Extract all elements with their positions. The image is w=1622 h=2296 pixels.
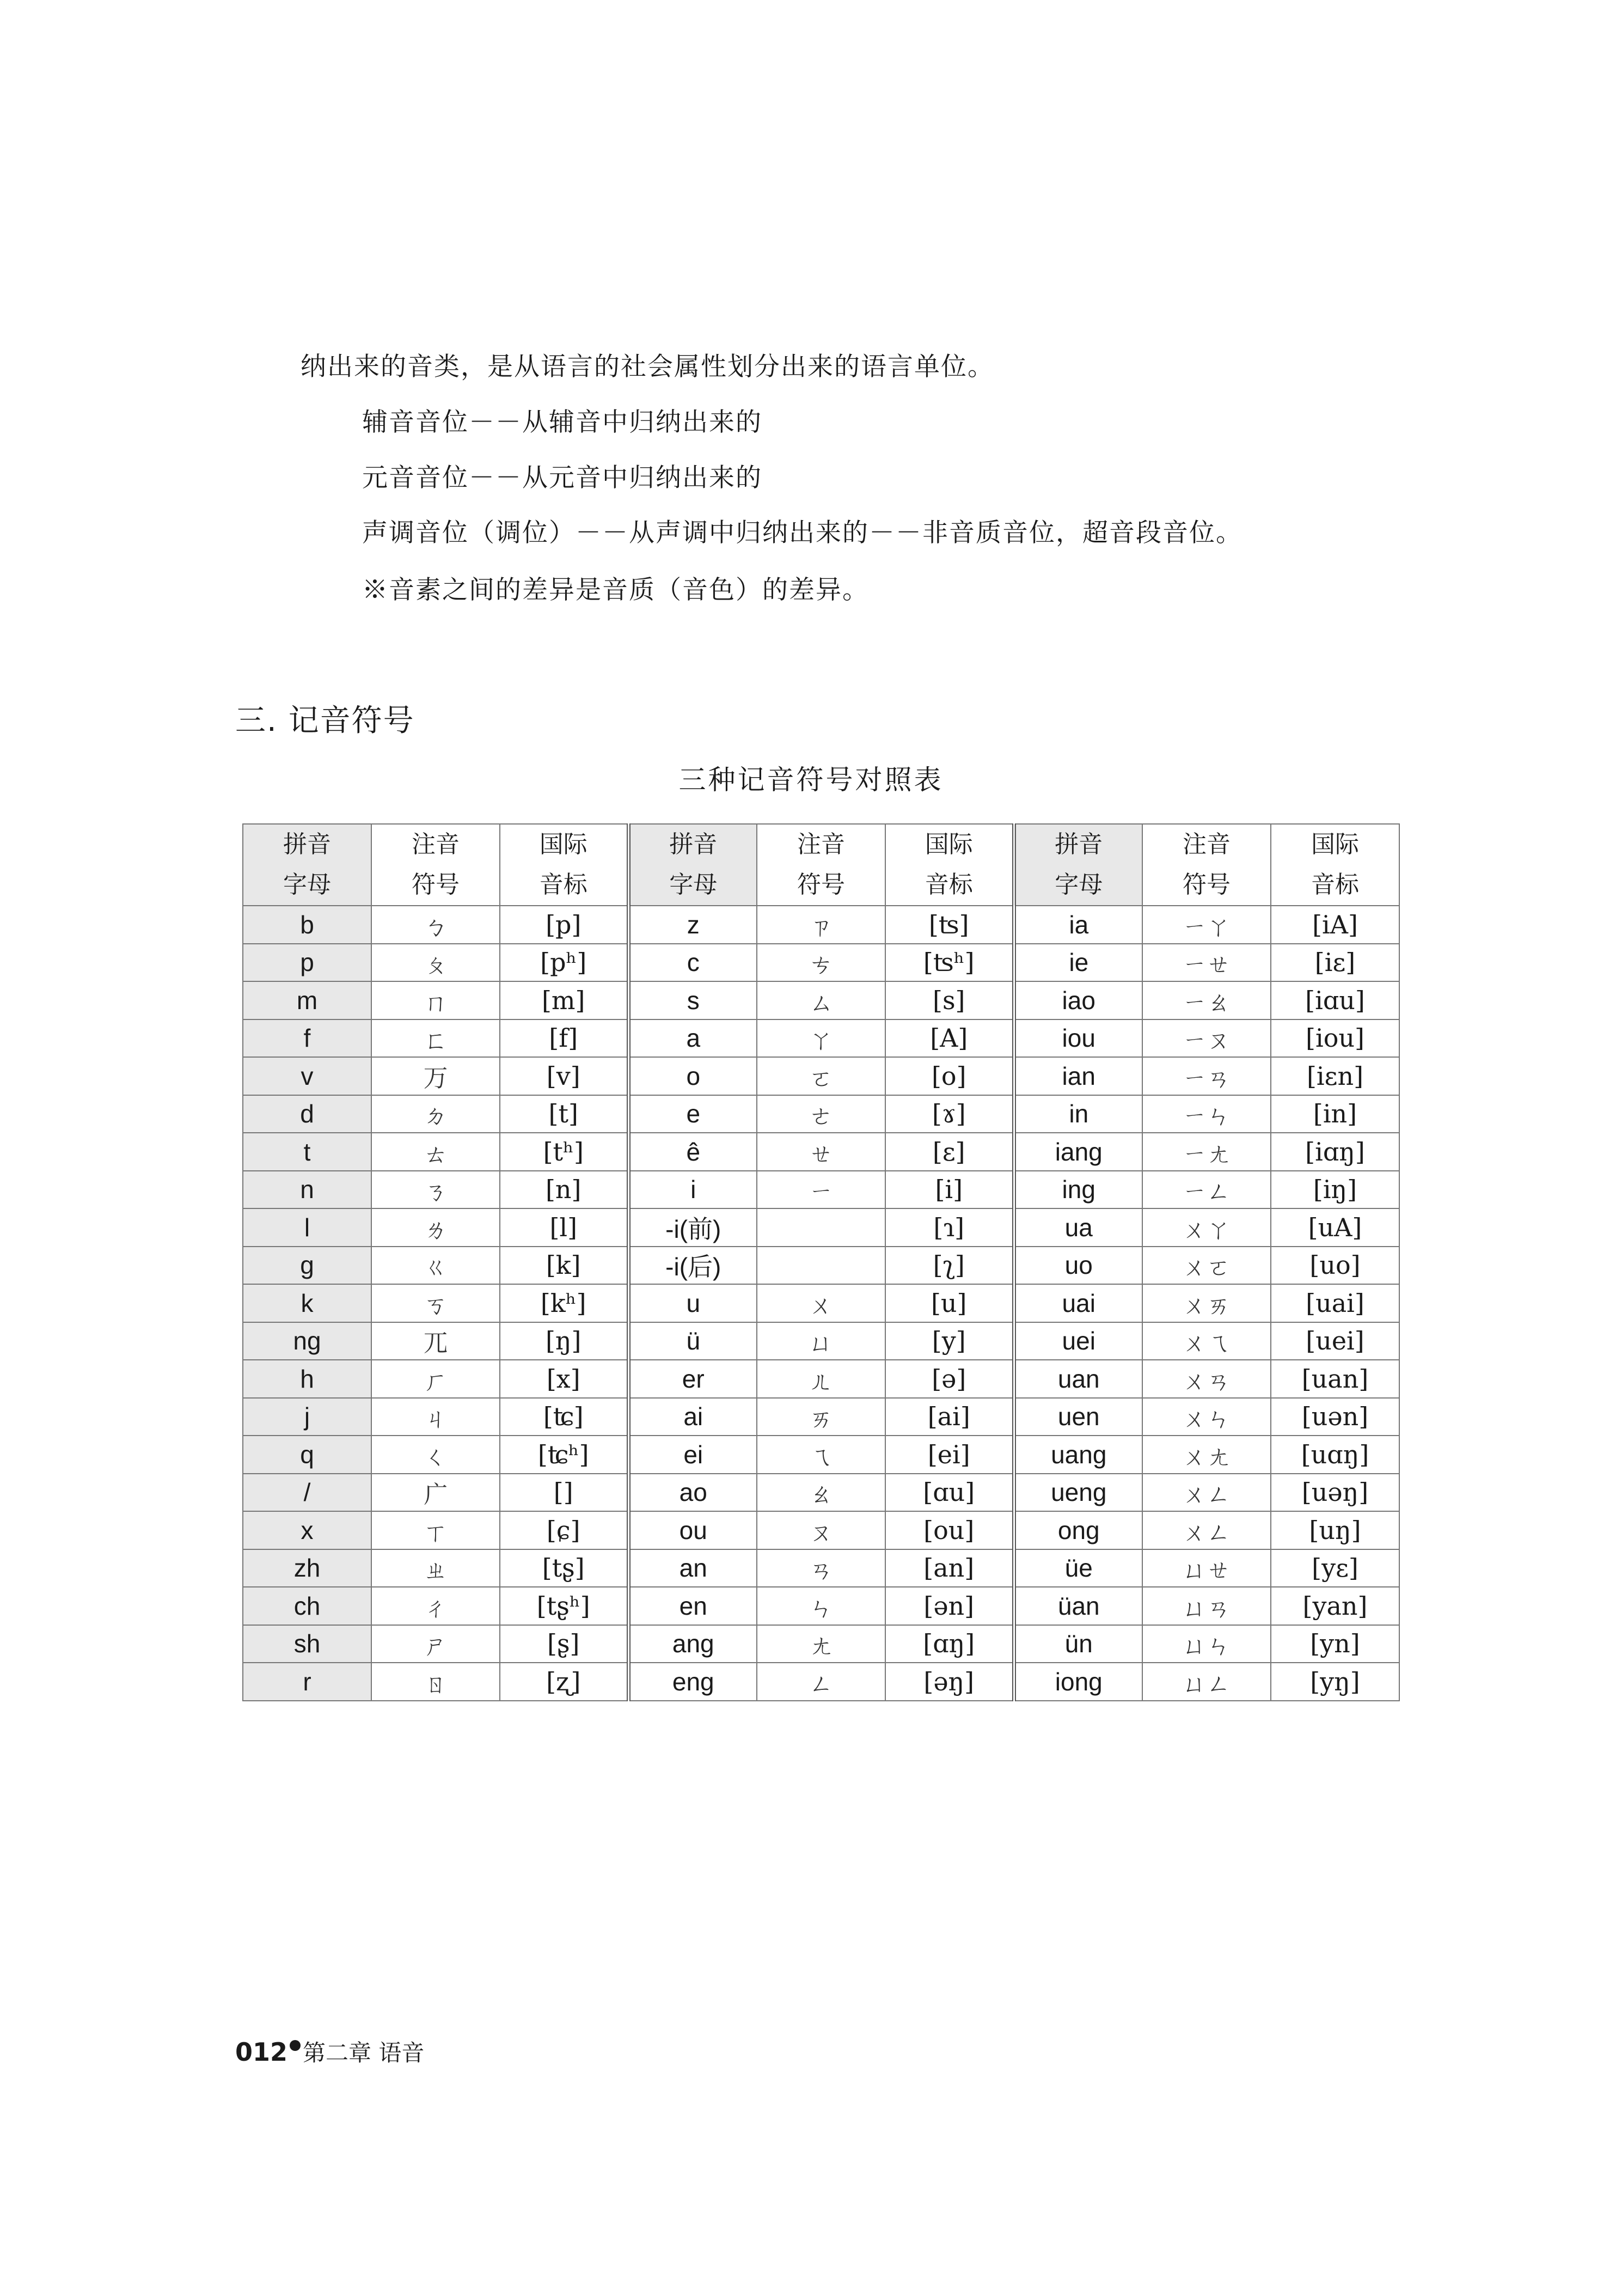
header-label: 拼音 — [669, 831, 718, 858]
table-cell: [uən] — [1271, 1398, 1399, 1436]
table-cell: a — [628, 1019, 757, 1058]
header-label: 国际 — [925, 831, 973, 858]
table-cell: ㄟ — [757, 1436, 885, 1474]
header-label: 拼音 — [1055, 831, 1103, 858]
table-cell: ang — [628, 1625, 757, 1663]
table-cell: ㄧㄠ — [1142, 981, 1271, 1019]
header-cell — [885, 824, 1014, 906]
table-cell: ai — [628, 1398, 757, 1436]
table-cell: [uan] — [1271, 1360, 1399, 1398]
table-cell: ㄩ — [757, 1322, 885, 1360]
table-cell: [] — [500, 1474, 628, 1512]
header-label: 字母 — [283, 871, 331, 899]
table-cell: [iɛ] — [1271, 944, 1399, 982]
table-row — [243, 1549, 1399, 1587]
table-cell: [iɑŋ] — [1271, 1133, 1399, 1171]
table-cell: ㄧㄝ — [1142, 944, 1271, 982]
table-row — [243, 1019, 1399, 1058]
table-cell: [o] — [885, 1057, 1014, 1095]
header-label: 注音 — [412, 831, 460, 858]
table-cell: p — [243, 944, 371, 982]
table-cell: ㄣ — [757, 1587, 885, 1625]
table-cell: ㄧㄢ — [1142, 1057, 1271, 1095]
table-cell: ㄐ — [371, 1398, 500, 1436]
table-cell: iong — [1014, 1663, 1142, 1701]
table-cell: [iɛn] — [1271, 1057, 1399, 1095]
table-cell: ㄉ — [371, 1095, 500, 1133]
table-cell: [u] — [885, 1284, 1014, 1322]
table-cell: ㄗ — [757, 906, 885, 944]
table-cell: ㄏ — [371, 1360, 500, 1398]
table-cell: ㄨㄥ — [1142, 1474, 1271, 1512]
bullet-dot-icon — [290, 2040, 301, 2051]
table-row — [243, 1133, 1399, 1171]
table-cell: ㄩㄣ — [1142, 1625, 1271, 1663]
table-cell: ㄚ — [757, 1019, 885, 1058]
table-cell: ian — [1014, 1057, 1142, 1095]
table-row — [243, 1095, 1399, 1133]
table-cell: ㄔ — [371, 1587, 500, 1625]
table-cell: [ə] — [885, 1360, 1014, 1398]
table-cell: [tʂ] — [500, 1549, 628, 1587]
table-cell: zh — [243, 1549, 371, 1587]
table-cell: ㄬ — [371, 1474, 500, 1512]
table-body — [243, 906, 1399, 1701]
table-cell: ㄢ — [757, 1549, 885, 1587]
header-label: 国际 — [539, 831, 587, 858]
table-row — [243, 1360, 1399, 1398]
header-label: 国际 — [1311, 831, 1359, 858]
table-cell: uen — [1014, 1398, 1142, 1436]
table-cell: [y] — [885, 1322, 1014, 1360]
table-cell: [uɑŋ] — [1271, 1436, 1399, 1474]
table-cell: [iŋ] — [1271, 1171, 1399, 1209]
table-cell: ch — [243, 1587, 371, 1625]
table-cell: [ɕ] — [500, 1511, 628, 1549]
table-cell: j — [243, 1398, 371, 1436]
table-cell: ㄋ — [371, 1171, 500, 1209]
table-cell: [t] — [500, 1095, 628, 1133]
table-cell: [ʨʰ] — [500, 1436, 628, 1474]
table-cell: [ɛ] — [885, 1133, 1014, 1171]
header-label: 符号 — [412, 871, 460, 899]
table-cell: iou — [1014, 1019, 1142, 1058]
paragraph-line-1: 纳出来的音类，是从语言的社会属性划分出来的语言单位。 — [301, 352, 994, 382]
table-cell: [əŋ] — [885, 1663, 1014, 1701]
section-heading: 三. 记音符号 — [235, 703, 415, 738]
header-cell — [757, 824, 885, 906]
table-cell: iao — [1014, 981, 1142, 1019]
table-cell: ㄨㄥ — [1142, 1511, 1271, 1549]
table-cell: uo — [1014, 1247, 1142, 1285]
table-cell: -i(前) — [628, 1208, 757, 1247]
table-cell: ㄥ — [757, 1663, 885, 1701]
table-cell: [ŋ] — [500, 1322, 628, 1360]
table-cell: [in] — [1271, 1095, 1399, 1133]
table-cell: [s] — [885, 981, 1014, 1019]
table-cell: iang — [1014, 1133, 1142, 1171]
header-label: 拼音 — [283, 831, 331, 858]
table-cell: [ʦ] — [885, 906, 1014, 944]
table-cell: [iA] — [1271, 906, 1399, 944]
table-cell: en — [628, 1587, 757, 1625]
table-cell: ㄒ — [371, 1511, 500, 1549]
table-cell: ㄧㄤ — [1142, 1133, 1271, 1171]
table-cell: [iou] — [1271, 1019, 1399, 1058]
table-cell: [ʨ] — [500, 1398, 628, 1436]
table-row — [243, 1208, 1399, 1247]
table-cell: ia — [1014, 906, 1142, 944]
table-cell: [k] — [500, 1247, 628, 1285]
table-cell: uang — [1014, 1436, 1142, 1474]
table-cell: [ɑŋ] — [885, 1625, 1014, 1663]
paragraph-line-5: ※音素之间的差异是音质（音色）的差异。 — [362, 575, 869, 605]
table-cell: [ɑu] — [885, 1474, 1014, 1512]
table-cell: ie — [1014, 944, 1142, 982]
table-row — [243, 1474, 1399, 1512]
table-cell: [f] — [500, 1019, 628, 1058]
table-row — [243, 1511, 1399, 1549]
header-cell — [1271, 824, 1399, 906]
table-cell: uei — [1014, 1322, 1142, 1360]
page-number: 012 — [235, 2037, 288, 2067]
table-cell: ㄑ — [371, 1436, 500, 1474]
table-cell: [tʂʰ] — [500, 1587, 628, 1625]
table-cell: ü — [628, 1322, 757, 1360]
table-cell: eng — [628, 1663, 757, 1701]
table-cell: ng — [243, 1322, 371, 1360]
table-row — [243, 944, 1399, 982]
table-cell: in — [1014, 1095, 1142, 1133]
table-row — [243, 1247, 1399, 1285]
table-cell: n — [243, 1171, 371, 1209]
table-cell: uai — [1014, 1284, 1142, 1322]
table-cell: [ɿ] — [885, 1208, 1014, 1247]
table-row — [243, 1625, 1399, 1663]
header-label: 音标 — [925, 871, 973, 899]
table-cell: ㄪ — [371, 1057, 500, 1095]
table-cell: [uai] — [1271, 1284, 1399, 1322]
table-cell: ㄡ — [757, 1511, 885, 1549]
table-cell: o — [628, 1057, 757, 1095]
table-cell: ㄨㄛ — [1142, 1247, 1271, 1285]
table-cell: ㄨㄚ — [1142, 1208, 1271, 1247]
table-cell: ㄅ — [371, 906, 500, 944]
table-cell: / — [243, 1474, 371, 1512]
table-cell: ㄩㄝ — [1142, 1549, 1271, 1587]
table-cell: ㄨㄟ — [1142, 1322, 1271, 1360]
phonetic-symbols-table-container — [242, 823, 1400, 1701]
table-header-row — [243, 824, 1399, 906]
table-cell: f — [243, 1019, 371, 1058]
table-cell: ㄈ — [371, 1019, 500, 1058]
table-cell: ㄆ — [371, 944, 500, 982]
table-cell: ㄙ — [757, 981, 885, 1019]
table-cell: ㄦ — [757, 1360, 885, 1398]
table-cell: v — [243, 1057, 371, 1095]
table-cell: uan — [1014, 1360, 1142, 1398]
header-label: 符号 — [1183, 871, 1231, 899]
table-cell: [ei] — [885, 1436, 1014, 1474]
table-cell: ㄜ — [757, 1095, 885, 1133]
table-cell: [uəŋ] — [1271, 1474, 1399, 1512]
table-cell: l — [243, 1208, 371, 1247]
header-label: 注音 — [1183, 831, 1231, 858]
table-cell: s — [628, 981, 757, 1019]
table-cell: ong — [1014, 1511, 1142, 1549]
table-cell: [A] — [885, 1019, 1014, 1058]
table-cell: c — [628, 944, 757, 982]
header-label: 音标 — [539, 871, 587, 899]
table-cell: ㄨㄤ — [1142, 1436, 1271, 1474]
table-cell: ㄓ — [371, 1549, 500, 1587]
table-cell: ㄧ — [757, 1171, 885, 1209]
table-cell — [757, 1208, 885, 1247]
table-row — [243, 1398, 1399, 1436]
header-label: 字母 — [1055, 871, 1103, 899]
header-cell — [243, 824, 371, 906]
table-cell: [i] — [885, 1171, 1014, 1209]
table-cell: ün — [1014, 1625, 1142, 1663]
table-row — [243, 1322, 1399, 1360]
table-cell: ㄨㄣ — [1142, 1398, 1271, 1436]
table-cell: [ai] — [885, 1398, 1014, 1436]
table-row — [243, 1284, 1399, 1322]
phonetic-symbols-table — [242, 823, 1400, 1701]
page-footer — [235, 2039, 424, 2065]
table-cell: [l] — [500, 1208, 628, 1247]
table-cell: an — [628, 1549, 757, 1587]
table-cell: d — [243, 1095, 371, 1133]
table-cell: ㄝ — [757, 1133, 885, 1171]
table-row — [243, 1436, 1399, 1474]
table-cell: ㄧㄥ — [1142, 1171, 1271, 1209]
table-cell: ㄌ — [371, 1208, 500, 1247]
table-cell: [an] — [885, 1549, 1014, 1587]
table-cell: h — [243, 1360, 371, 1398]
header-label: 字母 — [669, 871, 718, 899]
table-cell: ㄨ — [757, 1284, 885, 1322]
table-cell: [yan] — [1271, 1587, 1399, 1625]
header-label: 符号 — [797, 871, 845, 899]
table-cell: er — [628, 1360, 757, 1398]
table-cell: ㄨㄢ — [1142, 1360, 1271, 1398]
paragraph-line-4: 声调音位（调位）－－从声调中归纳出来的－－非音质音位，超音段音位。 — [362, 518, 1242, 548]
table-cell: ㄎ — [371, 1284, 500, 1322]
table-cell: b — [243, 906, 371, 944]
table-cell: k — [243, 1284, 371, 1322]
table-cell: z — [628, 906, 757, 944]
table-cell: ㄍ — [371, 1247, 500, 1285]
table-cell: ㄩㄥ — [1142, 1663, 1271, 1701]
table-cell: ㄧㄣ — [1142, 1095, 1271, 1133]
table-row — [243, 1587, 1399, 1625]
table-caption: 三种记音符号对照表 — [678, 764, 944, 796]
table-cell: üan — [1014, 1587, 1142, 1625]
table-row — [243, 1171, 1399, 1209]
header-cell — [1142, 824, 1271, 906]
table-cell: [x] — [500, 1360, 628, 1398]
table-row — [243, 981, 1399, 1019]
table-cell: [uŋ] — [1271, 1511, 1399, 1549]
header-cell — [1014, 824, 1142, 906]
table-cell: ㄠ — [757, 1474, 885, 1512]
table-cell: ㄫ — [371, 1322, 500, 1360]
table-cell: ueng — [1014, 1474, 1142, 1512]
paragraph-line-2: 辅音音位－－从辅音中归纳出来的 — [362, 407, 762, 437]
table-cell: [ɤ] — [885, 1095, 1014, 1133]
table-cell: ㄧㄡ — [1142, 1019, 1271, 1058]
table-cell: [n] — [500, 1171, 628, 1209]
table-row — [243, 1057, 1399, 1095]
table-cell: üe — [1014, 1549, 1142, 1587]
table-cell: g — [243, 1247, 371, 1285]
table-cell: [yŋ] — [1271, 1663, 1399, 1701]
table-cell: -i(后) — [628, 1247, 757, 1285]
table-cell: ㄩㄢ — [1142, 1587, 1271, 1625]
table-cell: ㄛ — [757, 1057, 885, 1095]
table-cell: [ou] — [885, 1511, 1014, 1549]
header-cell — [628, 824, 757, 906]
table-cell: ê — [628, 1133, 757, 1171]
table-cell: [iɑu] — [1271, 981, 1399, 1019]
table-cell: [p] — [500, 906, 628, 944]
table-cell: ei — [628, 1436, 757, 1474]
table-cell: ing — [1014, 1171, 1142, 1209]
table-cell: m — [243, 981, 371, 1019]
table-cell: ㄕ — [371, 1625, 500, 1663]
header-cell — [500, 824, 628, 906]
table-cell: ㄘ — [757, 944, 885, 982]
table-cell: [ʂ] — [500, 1625, 628, 1663]
table-cell: r — [243, 1663, 371, 1701]
table-cell: [ʐ] — [500, 1663, 628, 1701]
table-cell: [ʦʰ] — [885, 944, 1014, 982]
table-cell: ㄧㄚ — [1142, 906, 1271, 944]
table-cell: [tʰ] — [500, 1133, 628, 1171]
chapter-title: 第二章 语音 — [303, 2039, 425, 2066]
table-cell: ㄊ — [371, 1133, 500, 1171]
table-cell: [pʰ] — [500, 944, 628, 982]
table-cell: ㄖ — [371, 1663, 500, 1701]
table-cell: [uo] — [1271, 1247, 1399, 1285]
table-row — [243, 906, 1399, 944]
table-cell: ㄞ — [757, 1398, 885, 1436]
table-cell: [yn] — [1271, 1625, 1399, 1663]
table-cell: ao — [628, 1474, 757, 1512]
table-cell: [kʰ] — [500, 1284, 628, 1322]
table-cell: ㄇ — [371, 981, 500, 1019]
table-cell: u — [628, 1284, 757, 1322]
table-cell: sh — [243, 1625, 371, 1663]
table-cell: [ən] — [885, 1587, 1014, 1625]
table-cell: ㄤ — [757, 1625, 885, 1663]
table-cell: [ʅ] — [885, 1247, 1014, 1285]
table-cell: i — [628, 1171, 757, 1209]
table-cell: x — [243, 1511, 371, 1549]
header-label: 音标 — [1311, 871, 1359, 899]
table-cell — [757, 1247, 885, 1285]
table-cell: [yɛ] — [1271, 1549, 1399, 1587]
table-cell: [m] — [500, 981, 628, 1019]
table-cell: [uA] — [1271, 1208, 1399, 1247]
table-cell: ou — [628, 1511, 757, 1549]
table-cell: e — [628, 1095, 757, 1133]
table-cell: q — [243, 1436, 371, 1474]
paragraph-line-3: 元音音位－－从元音中归纳出来的 — [362, 463, 762, 493]
header-cell — [371, 824, 500, 906]
table-cell: ua — [1014, 1208, 1142, 1247]
header-label: 注音 — [797, 831, 845, 858]
table-row — [243, 1663, 1399, 1701]
table-cell: t — [243, 1133, 371, 1171]
table-cell: [v] — [500, 1057, 628, 1095]
table-cell: [uei] — [1271, 1322, 1399, 1360]
table-cell: ㄨㄞ — [1142, 1284, 1271, 1322]
